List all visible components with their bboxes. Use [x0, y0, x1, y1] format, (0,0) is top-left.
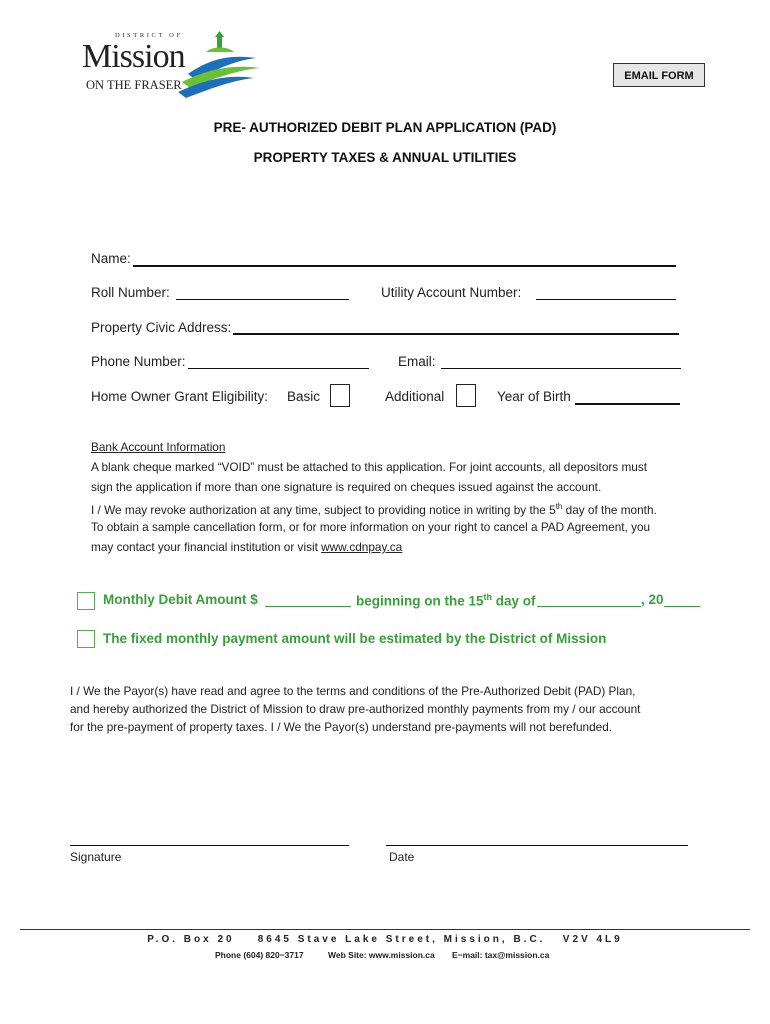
form-title: PRE- AUTHORIZED DEBIT PLAN APPLICATION (PAD)	[213, 120, 557, 135]
additional-checkbox[interactable]	[456, 384, 476, 407]
agreement-line: for the pre-payment of property taxes. I / We the Payor(s) understand pre-payments will not berefunded.	[70, 720, 613, 734]
year-prefix-label: , 20	[641, 592, 664, 607]
date-label: Date	[389, 850, 415, 864]
name-input[interactable]	[133, 265, 676, 267]
start-year-input[interactable]	[664, 606, 700, 607]
day-of-text: day of	[492, 593, 536, 609]
bank-info-text: may contact your financial institution or visit	[91, 540, 322, 554]
additional-label: Additional	[385, 389, 445, 404]
beginning-sup: th	[483, 592, 492, 602]
footer-phone: Phone (604) 820−3717	[215, 950, 304, 960]
fixed-payment-label: The fixed monthly payment amount will be estimated by the District of Mission	[103, 631, 607, 646]
bank-info-heading: Bank Account Information	[91, 440, 226, 454]
email-label: Email:	[398, 354, 436, 369]
phone-number-label: Phone Number:	[91, 354, 186, 369]
signature-input[interactable]	[70, 845, 349, 846]
utility-account-label: Utility Account Number:	[381, 285, 522, 300]
roll-number-input[interactable]	[176, 299, 349, 300]
utility-account-input[interactable]	[536, 299, 676, 300]
roll-number-label: Roll Number:	[91, 285, 170, 300]
footer-divider	[20, 929, 750, 930]
cdnpay-link[interactable]: www.cdnpay.ca	[321, 540, 403, 554]
start-month-input[interactable]	[537, 606, 641, 607]
signature-label: Signature	[70, 850, 122, 864]
year-of-birth-label: Year of Birth	[497, 389, 571, 404]
year-of-birth-input[interactable]	[575, 403, 680, 405]
logo-mission: Mission	[82, 38, 185, 75]
home-owner-grant-label: Home Owner Grant Eligibility:	[91, 389, 269, 404]
monthly-amount-input[interactable]	[265, 606, 351, 607]
footer-address: P.O. Box 20 8645 Stave Lake Street, Mission, B.C. V2V 4L9	[147, 934, 623, 945]
bank-info-line: A blank cheque marked “VOID” must be attached to this application. For joint accounts, all depositors must	[91, 460, 648, 474]
bank-info-line: To obtain a sample cancellation form, or for more information on your right to cancel a PAD Agreement, you	[91, 520, 651, 534]
monthly-debit-checkbox[interactable]	[77, 592, 95, 610]
basic-label: Basic	[287, 389, 321, 404]
monthly-debit-label: Monthly Debit Amount $	[103, 592, 258, 607]
footer-website[interactable]: Web Site: www.mission.ca	[328, 950, 435, 960]
bank-info-line: sign the application if more than one signature is required on cheques issued against the account.	[91, 480, 602, 494]
agreement-line: and hereby authorized the District of Mission to draw pre-authorized monthly payments from my / our account	[70, 702, 641, 716]
basic-checkbox[interactable]	[330, 384, 350, 407]
civic-address-label: Property Civic Address:	[91, 320, 232, 335]
email-input[interactable]	[441, 368, 681, 369]
logo-subtitle: ON THE FRASER	[86, 78, 182, 92]
date-input[interactable]	[386, 845, 688, 846]
form-subtitle: PROPERTY TAXES & ANNUAL UTILITIES	[253, 150, 517, 165]
footer-email[interactable]: E−mail: tax@mission.ca	[452, 950, 550, 960]
beginning-text: beginning on the 15	[356, 593, 484, 609]
fixed-payment-checkbox[interactable]	[77, 630, 95, 648]
bank-info-text: I / We may revoke authorization at any time, subject to providing notice in writing by the 5	[91, 502, 556, 517]
civic-address-input[interactable]	[233, 333, 679, 335]
logo-district-of: DISTRICT OF	[115, 32, 183, 39]
district-logo	[78, 30, 268, 102]
email-form-button[interactable]: EMAIL FORM	[613, 63, 705, 87]
bank-info-line	[91, 537, 402, 557]
bank-info-sup: th	[555, 502, 563, 511]
beginning-label	[356, 592, 536, 609]
name-label: Name:	[91, 251, 131, 266]
bank-info-text: day of the month.	[562, 502, 657, 517]
phone-number-input[interactable]	[188, 368, 369, 369]
agreement-line: I / We the Payor(s) have read and agree to the terms and conditions of the Pre-Authorized Debit (PAD) Plan,	[70, 684, 636, 698]
